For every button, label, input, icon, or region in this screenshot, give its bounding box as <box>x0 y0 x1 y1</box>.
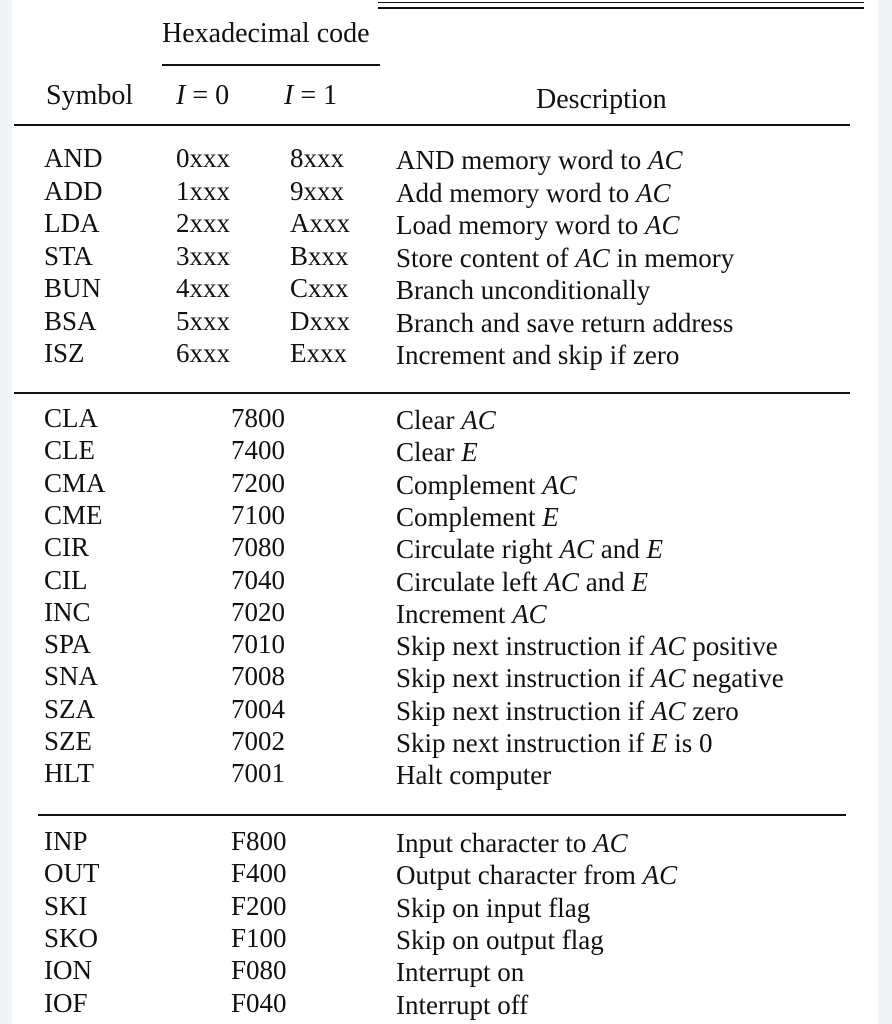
description-text: Load memory word to <box>396 210 645 240</box>
description-text: Increment and skip if zero <box>396 340 680 370</box>
description-cell <box>396 862 677 889</box>
description-cell <box>396 730 713 757</box>
description-cell <box>396 892 591 923</box>
description-cell <box>396 242 735 273</box>
description-text: Skip next instruction if <box>396 695 651 726</box>
description-cell <box>396 566 648 597</box>
hex-code-cell: F080 <box>231 955 287 986</box>
description-text: Skip on input flag <box>396 892 591 923</box>
description-cell <box>396 307 734 338</box>
description-text: and <box>593 534 647 565</box>
description-text: Circulate left <box>396 566 545 597</box>
symbol-cell: LDA <box>44 208 100 238</box>
hex-code-i1-cell: 9xxx <box>290 175 344 206</box>
hex-code-cell: F200 <box>231 890 287 921</box>
symbol-cell: CLE <box>44 435 95 466</box>
hex-header-underline <box>162 64 380 66</box>
hex-code-cell: 7008 <box>231 661 285 692</box>
symbol-column-header: Symbol <box>46 80 134 111</box>
description-text: positive <box>685 631 778 662</box>
symbol-cell: AND <box>44 143 103 173</box>
hex-code-cell: 7001 <box>231 758 285 789</box>
description-text: Skip on output flag <box>396 924 604 955</box>
description-cell <box>396 439 478 466</box>
symbol-cell: CME <box>44 499 103 530</box>
symbol-cell: SKI <box>44 890 88 921</box>
top-rule-thin <box>378 2 864 3</box>
symbol-cell: IOF <box>44 987 88 1018</box>
description-column-header: Description <box>536 84 667 115</box>
description-text: Branch and save return address <box>396 307 734 338</box>
italic-symbol: AC <box>642 860 678 891</box>
symbol-cell: ADD <box>44 175 103 206</box>
description-text: Clear <box>396 437 462 468</box>
hex-code-i1-cell: Bxxx <box>290 240 349 271</box>
hex-code-i1-cell: Axxx <box>290 208 350 238</box>
symbol-cell: SNA <box>44 661 99 692</box>
description-text: Output character from <box>396 860 643 891</box>
description-text: negative <box>685 663 784 694</box>
italic-symbol: E <box>461 437 478 468</box>
hex-code-cell: 7080 <box>231 532 285 563</box>
italic-symbol: AC <box>650 663 686 694</box>
instruction-table <box>12 0 878 1024</box>
symbol-cell: CIR <box>44 532 90 563</box>
description-cell <box>396 277 650 304</box>
description-text: Input character to <box>396 828 594 858</box>
description-cell <box>396 924 604 955</box>
hex-code-cell: 7400 <box>231 435 285 466</box>
symbol-cell: SPA <box>44 629 92 660</box>
header-bottom-rule <box>14 124 850 126</box>
hex-code-cell: 7010 <box>231 629 285 660</box>
i1-var: I <box>284 80 294 111</box>
hex-code-cell: F100 <box>231 922 287 953</box>
italic-symbol: AC <box>512 598 547 629</box>
description-cell <box>396 177 671 208</box>
hex-code-i1-cell: 8xxx <box>290 143 344 173</box>
description-text: and <box>578 566 632 597</box>
symbol-cell: CMA <box>44 467 106 498</box>
section-divider-1 <box>14 392 850 394</box>
italic-symbol: AC <box>575 242 610 273</box>
description-cell <box>396 212 679 239</box>
i0-column-header <box>176 82 229 110</box>
description-cell <box>396 598 547 629</box>
hex-code-cell: 7004 <box>231 693 285 724</box>
italic-symbol: AC <box>559 534 594 565</box>
description-text: Increment <box>396 598 513 629</box>
top-rule-thick <box>378 7 864 9</box>
italic-symbol: AC <box>650 695 686 726</box>
symbol-cell: STA <box>44 240 93 271</box>
description-text: Skip next instruction if <box>396 728 651 758</box>
italic-symbol: E <box>650 728 668 758</box>
italic-symbol: E <box>542 501 559 532</box>
hex-code-i0-cell: 2xxx <box>176 208 230 238</box>
description-text: Skip next instruction if <box>396 631 651 662</box>
italic-symbol: AC <box>544 566 579 597</box>
description-text: Clear <box>396 405 462 435</box>
symbol-cell: BUN <box>44 273 102 303</box>
description-cell <box>396 501 559 532</box>
description-cell <box>396 762 551 789</box>
symbol-cell: SKO <box>44 922 99 953</box>
description-cell <box>396 536 663 563</box>
description-cell <box>396 665 784 692</box>
hex-code-cell: F400 <box>231 858 287 889</box>
italic-symbol: AC <box>635 177 671 208</box>
description-text: Skip next instruction if <box>396 663 651 694</box>
symbol-cell: SZA <box>44 693 96 724</box>
italic-symbol: E <box>631 566 648 597</box>
description-text: Halt computer <box>396 760 552 791</box>
italic-symbol: AC <box>461 405 496 435</box>
hex-code-i0-cell: 5xxx <box>176 305 230 336</box>
hex-code-cell: F800 <box>231 826 287 856</box>
description-text: Circulate right <box>396 534 560 565</box>
hex-code-cell: 7200 <box>231 467 285 498</box>
hexadecimal-code-header: Hexadecimal code <box>162 18 370 49</box>
description-cell <box>396 469 577 500</box>
description-text: zero <box>685 695 739 726</box>
hex-code-i0-cell: 0xxx <box>176 143 230 173</box>
description-text: Complement <box>396 469 543 500</box>
symbol-cell: INP <box>44 826 88 856</box>
symbol-cell: INC <box>44 596 91 627</box>
i1-column-header <box>284 82 337 110</box>
italic-symbol: AC <box>593 828 628 858</box>
i1-val: = 1 <box>293 80 338 111</box>
italic-symbol: E <box>646 534 663 565</box>
symbol-cell: HLT <box>44 758 95 789</box>
hex-code-i1-cell: Exxx <box>290 338 347 368</box>
italic-symbol: AC <box>650 631 686 662</box>
description-text: in memory <box>609 242 735 273</box>
hex-code-i0-cell: 3xxx <box>176 240 230 271</box>
symbol-cell: SZE <box>44 726 93 756</box>
hex-code-cell: 7800 <box>231 403 285 433</box>
description-text: Interrupt off <box>396 989 529 1020</box>
symbol-cell: ION <box>44 955 92 986</box>
hex-code-i0-cell: 6xxx <box>176 338 230 368</box>
description-cell <box>396 959 524 986</box>
description-cell <box>396 989 529 1020</box>
description-text: Store content of <box>396 242 576 273</box>
hex-code-cell: 7100 <box>231 499 285 530</box>
description-text: Branch unconditionally <box>396 275 651 305</box>
italic-symbol: AC <box>644 210 680 240</box>
description-text: AND memory word to <box>396 145 648 175</box>
hex-code-i0-cell: 4xxx <box>176 273 230 303</box>
hex-code-i0-cell: 1xxx <box>176 175 230 206</box>
hex-code-i1-cell: Dxxx <box>290 305 350 336</box>
description-text: Complement <box>396 501 543 532</box>
hex-code-i1-cell: Cxxx <box>290 273 349 303</box>
section-divider-2 <box>38 814 846 816</box>
i0-val: = 0 <box>185 80 230 111</box>
description-text: is 0 <box>667 728 713 758</box>
symbol-cell: OUT <box>44 858 100 889</box>
description-cell <box>396 407 496 434</box>
description-cell <box>396 830 628 857</box>
hex-code-cell: 7040 <box>231 564 285 595</box>
italic-symbol: AC <box>542 469 577 500</box>
symbol-cell: ISZ <box>44 338 85 368</box>
hex-code-cell: F040 <box>231 987 287 1018</box>
description-cell <box>396 695 739 726</box>
description-cell <box>396 147 682 174</box>
symbol-cell: CLA <box>44 403 98 433</box>
symbol-cell: BSA <box>44 305 97 336</box>
i0-var: I <box>176 80 186 111</box>
italic-symbol: AC <box>647 145 683 175</box>
hex-code-cell: 7020 <box>231 596 285 627</box>
description-text: Add memory word to <box>396 177 636 208</box>
symbol-cell: CIL <box>44 564 88 595</box>
description-cell <box>396 633 778 660</box>
description-cell <box>396 342 679 369</box>
description-text: Interrupt on <box>396 957 525 988</box>
hex-code-cell: 7002 <box>231 726 285 756</box>
